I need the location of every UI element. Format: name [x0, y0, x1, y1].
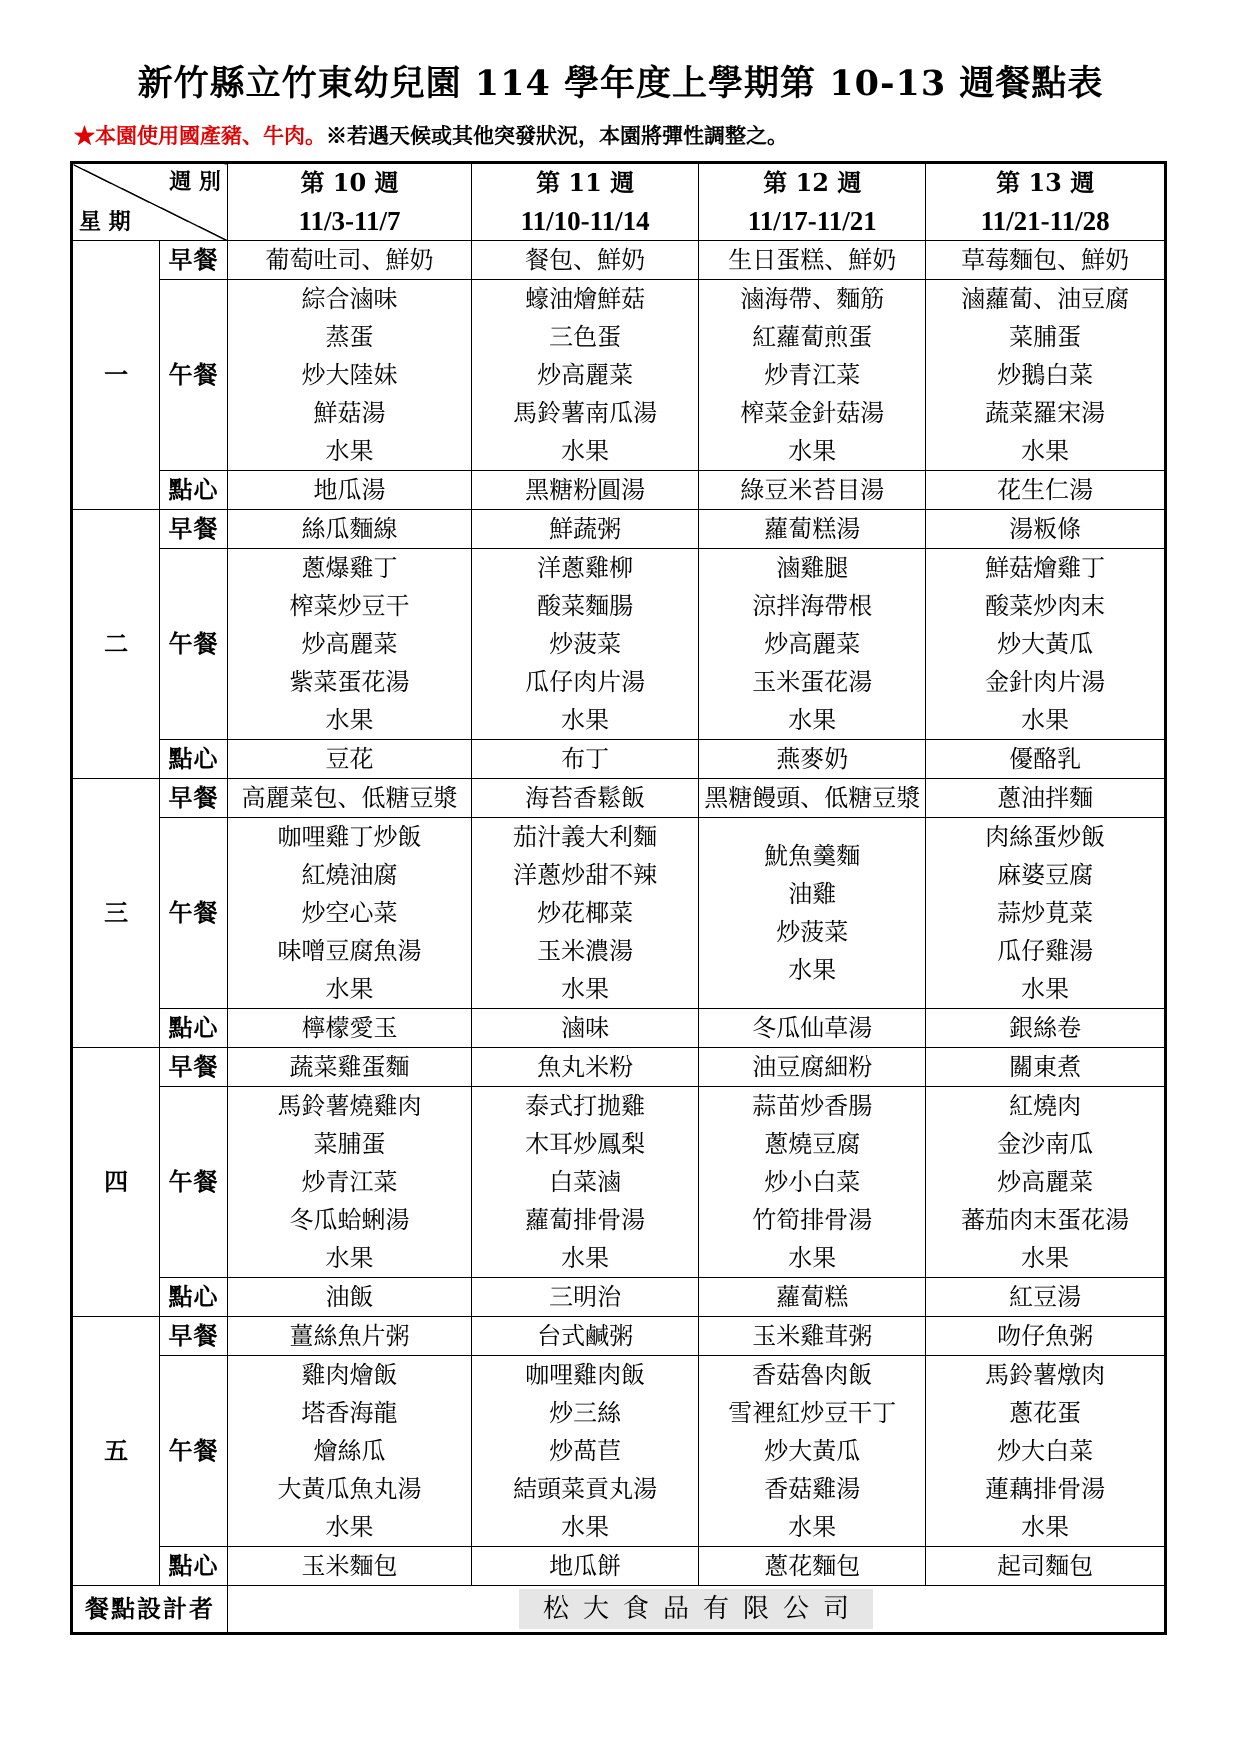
lunch-item: 炒高麗菜	[537, 361, 634, 389]
week-dates: 11/3-11/7	[298, 206, 401, 236]
snack-cell: 三明治	[472, 1278, 699, 1317]
week-name: 第 10 週	[300, 168, 399, 197]
lunch-item: 酸菜麵腸	[537, 592, 634, 620]
meal-label-lunch: 午餐	[160, 280, 228, 471]
lunch-item: 金針肉片湯	[985, 668, 1106, 696]
breakfast-cell: 蔥油拌麵	[926, 779, 1166, 818]
lunch-row	[72, 280, 1166, 471]
lunch-item: 麻婆豆腐	[997, 861, 1094, 889]
breakfast-cell: 鮮蔬粥	[472, 510, 699, 549]
header-row	[72, 163, 1166, 241]
meal-label-breakfast: 早餐	[160, 241, 228, 280]
lunch-item: 炒大黃瓜	[764, 1437, 861, 1465]
snack-cell: 綠豆米苔目湯	[699, 471, 926, 510]
day-label: 五	[72, 1317, 160, 1586]
lunch-item: 魷魚羹麵	[764, 842, 861, 870]
meal-label-lunch: 午餐	[160, 818, 228, 1009]
lunch-cell	[926, 549, 1166, 740]
lunch-cell	[227, 1087, 471, 1278]
snack-cell: 檸檬愛玉	[227, 1009, 471, 1048]
lunch-cell	[699, 280, 926, 471]
lunch-item: 結頭菜貢丸湯	[513, 1475, 658, 1503]
lunch-item: 瓜仔肉片湯	[525, 668, 646, 696]
lunch-cell	[227, 818, 471, 1009]
breakfast-cell: 關東煮	[926, 1048, 1166, 1087]
lunch-row	[72, 1356, 1166, 1547]
lunch-item: 蒜炒莧菜	[997, 899, 1094, 927]
snack-row	[72, 1278, 1166, 1317]
meal-label-breakfast: 早餐	[160, 510, 228, 549]
lunch-item: 馬鈴薯燒雞肉	[277, 1092, 422, 1120]
snack-cell: 銀絲卷	[926, 1009, 1166, 1048]
snack-cell: 黑糖粉圓湯	[472, 471, 699, 510]
lunch-item: 鮮菇燴雞丁	[985, 554, 1106, 582]
snack-row	[72, 1009, 1166, 1048]
lunch-item: 菜脯蛋	[313, 1130, 386, 1158]
lunch-item: 炒鵝白菜	[997, 361, 1094, 389]
lunch-item: 炒大陸妹	[301, 361, 398, 389]
lunch-item: 塔香海龍	[301, 1399, 398, 1427]
week-header	[227, 163, 471, 241]
lunch-item: 炒青江菜	[764, 361, 861, 389]
lunch-item: 榨菜炒豆干	[289, 592, 410, 620]
breakfast-row	[72, 1048, 1166, 1087]
lunch-cell	[926, 818, 1166, 1009]
lunch-item: 咖哩雞丁炒飯	[277, 823, 422, 851]
lunch-item: 涼拌海帶根	[752, 592, 873, 620]
notice-red: ★本園使用國產豬、牛肉。	[74, 123, 326, 148]
lunch-item: 炒高麗菜	[997, 1168, 1094, 1196]
lunch-cell	[472, 280, 699, 471]
lunch-item: 水果	[325, 1513, 374, 1541]
lunch-item: 水果	[788, 1513, 837, 1541]
lunch-item: 竹筍排骨湯	[752, 1206, 873, 1234]
lunch-item: 水果	[788, 437, 837, 465]
lunch-item: 水果	[1021, 1244, 1070, 1272]
snack-cell: 滷味	[472, 1009, 699, 1048]
snack-cell: 紅豆湯	[926, 1278, 1166, 1317]
snack-row	[72, 1547, 1166, 1586]
meal-label-breakfast: 早餐	[160, 1048, 228, 1087]
snack-cell: 蔥花麵包	[699, 1547, 926, 1586]
lunch-item: 馬鈴薯燉肉	[985, 1361, 1106, 1389]
lunch-item: 水果	[325, 975, 374, 1003]
lunch-item: 炒大黃瓜	[997, 630, 1094, 658]
lunch-item: 雪裡紅炒豆干丁	[728, 1399, 897, 1427]
lunch-item: 炒空心菜	[301, 899, 398, 927]
designer-label: 餐點設計者	[72, 1586, 228, 1634]
lunch-item: 綜合滷味	[301, 285, 398, 313]
breakfast-row	[72, 510, 1166, 549]
lunch-cell	[227, 1356, 471, 1547]
lunch-item: 水果	[561, 1244, 610, 1272]
lunch-cell	[472, 818, 699, 1009]
lunch-cell	[472, 1087, 699, 1278]
lunch-item: 泰式打拋雞	[525, 1092, 646, 1120]
snack-cell: 起司麵包	[926, 1547, 1166, 1586]
breakfast-cell: 草莓麵包、鮮奶	[926, 241, 1166, 280]
meal-label-snack: 點心	[160, 1547, 228, 1586]
designer-cell	[227, 1586, 1165, 1634]
lunch-item: 肉絲蛋炒飯	[985, 823, 1106, 851]
lunch-item: 水果	[325, 437, 374, 465]
lunch-item: 鮮菇湯	[313, 399, 386, 427]
day-label: 二	[72, 510, 160, 779]
lunch-cell	[472, 549, 699, 740]
lunch-item: 蔥花蛋	[1009, 1399, 1082, 1427]
breakfast-cell: 薑絲魚片粥	[227, 1317, 471, 1356]
lunch-item: 酸菜炒肉末	[985, 592, 1106, 620]
lunch-item: 大黃瓜魚丸湯	[277, 1475, 422, 1503]
breakfast-cell: 台式鹹粥	[472, 1317, 699, 1356]
snack-cell: 花生仁湯	[926, 471, 1166, 510]
meal-label-snack: 點心	[160, 740, 228, 779]
breakfast-cell: 蘿蔔糕湯	[699, 510, 926, 549]
lunch-cell	[699, 549, 926, 740]
lunch-item: 滷蘿蔔、油豆腐	[961, 285, 1130, 313]
snack-cell: 地瓜餅	[472, 1547, 699, 1586]
lunch-item: 滷雞腿	[776, 554, 849, 582]
snack-cell: 豆花	[227, 740, 471, 779]
breakfast-cell: 高麗菜包、低糖豆漿	[227, 779, 471, 818]
breakfast-cell: 玉米雞茸粥	[699, 1317, 926, 1356]
lunch-item: 蕃茄肉末蛋花湯	[961, 1206, 1130, 1234]
lunch-cell	[699, 818, 926, 1009]
lunch-item: 水果	[788, 1244, 837, 1272]
lunch-cell	[699, 1087, 926, 1278]
lunch-item: 油雞	[788, 880, 837, 908]
lunch-item: 香菇魯肉飯	[752, 1361, 873, 1389]
lunch-item: 三色蛋	[549, 323, 622, 351]
meal-label-snack: 點心	[160, 471, 228, 510]
lunch-item: 水果	[1021, 437, 1070, 465]
lunch-item: 水果	[1021, 975, 1070, 1003]
lunch-item: 洋蔥炒甜不辣	[513, 861, 658, 889]
snack-cell: 蘿蔔糕	[699, 1278, 926, 1317]
lunch-item: 咖哩雞肉飯	[525, 1361, 646, 1389]
snack-cell: 優酪乳	[926, 740, 1166, 779]
lunch-item: 炒高麗菜	[301, 630, 398, 658]
lunch-item: 茄汁義大利麵	[513, 823, 658, 851]
lunch-item: 水果	[788, 956, 837, 984]
lunch-item: 菜脯蛋	[1009, 323, 1082, 351]
week-header-label: 週 別	[169, 169, 221, 195]
footer-row	[72, 1586, 1166, 1634]
lunch-item: 白菜滷	[549, 1168, 622, 1196]
lunch-item: 蒸蛋	[325, 323, 374, 351]
breakfast-row	[72, 779, 1166, 818]
lunch-item: 炒菠菜	[776, 918, 849, 946]
lunch-item: 蔥燒豆腐	[764, 1130, 861, 1158]
week-name: 第 12 週	[763, 168, 862, 197]
lunch-item: 紫菜蛋花湯	[289, 668, 410, 696]
lunch-item: 水果	[325, 1244, 374, 1272]
snack-cell: 燕麥奶	[699, 740, 926, 779]
snack-row	[72, 471, 1166, 510]
meal-label-lunch: 午餐	[160, 549, 228, 740]
menu-table	[70, 161, 1167, 1635]
lunch-item: 炒花椰菜	[537, 899, 634, 927]
breakfast-cell: 餐包、鮮奶	[472, 241, 699, 280]
breakfast-cell: 生日蛋糕、鮮奶	[699, 241, 926, 280]
lunch-item: 水果	[325, 706, 374, 734]
breakfast-cell: 湯粄條	[926, 510, 1166, 549]
breakfast-cell: 蔬菜雞蛋麵	[227, 1048, 471, 1087]
lunch-item: 香菇雞湯	[764, 1475, 861, 1503]
breakfast-cell: 海苔香鬆飯	[472, 779, 699, 818]
day-label: 三	[72, 779, 160, 1048]
week-dates: 11/10-11/14	[520, 206, 650, 236]
lunch-item: 味噌豆腐魚湯	[277, 937, 422, 965]
lunch-item: 紅蘿蔔煎蛋	[752, 323, 873, 351]
lunch-cell	[227, 280, 471, 471]
notice	[74, 120, 788, 150]
lunch-row	[72, 818, 1166, 1009]
meal-label-snack: 點心	[160, 1278, 228, 1317]
lunch-item: 榨菜金針菇湯	[740, 399, 885, 427]
breakfast-cell: 絲瓜麵線	[227, 510, 471, 549]
snack-cell: 玉米麵包	[227, 1547, 471, 1586]
breakfast-cell: 油豆腐細粉	[699, 1048, 926, 1087]
meal-label-breakfast: 早餐	[160, 1317, 228, 1356]
breakfast-cell: 黑糖饅頭、低糖豆漿	[699, 779, 926, 818]
lunch-item: 炒高麗菜	[764, 630, 861, 658]
lunch-item: 冬瓜蛤蜊湯	[289, 1206, 410, 1234]
lunch-item: 滷海帶、麵筋	[740, 285, 885, 313]
header-corner	[72, 163, 228, 241]
lunch-item: 瓜仔雞湯	[997, 937, 1094, 965]
snack-row	[72, 740, 1166, 779]
lunch-item: 玉米濃湯	[537, 937, 634, 965]
lunch-item: 炒青江菜	[301, 1168, 398, 1196]
week-header	[926, 163, 1166, 241]
lunch-item: 炒小白菜	[764, 1168, 861, 1196]
snack-cell: 布丁	[472, 740, 699, 779]
breakfast-row	[72, 1317, 1166, 1356]
lunch-item: 紅燒油腐	[301, 861, 398, 889]
breakfast-row	[72, 241, 1166, 280]
lunch-item: 紅燒肉	[1009, 1092, 1082, 1120]
lunch-item: 炒萵苣	[549, 1437, 622, 1465]
breakfast-cell: 魚丸米粉	[472, 1048, 699, 1087]
meal-label-lunch: 午餐	[160, 1087, 228, 1278]
lunch-cell	[699, 1356, 926, 1547]
day-label: 一	[72, 241, 160, 510]
week-name: 第 11 週	[536, 168, 635, 197]
lunch-item: 蓮藕排骨湯	[985, 1475, 1106, 1503]
breakfast-cell: 吻仔魚粥	[926, 1317, 1166, 1356]
meal-label-lunch: 午餐	[160, 1356, 228, 1547]
notice-text: ※若遇天候或其他突發狀況，本園將彈性調整之。	[326, 123, 788, 148]
lunch-item: 洋蔥雞柳	[537, 554, 634, 582]
snack-cell: 地瓜湯	[227, 471, 471, 510]
lunch-item: 雞肉燴飯	[301, 1361, 398, 1389]
company-name: 松大食品有限公司	[519, 1589, 873, 1629]
lunch-item: 燴絲瓜	[313, 1437, 386, 1465]
lunch-item: 馬鈴薯南瓜湯	[513, 399, 658, 427]
lunch-cell	[926, 1087, 1166, 1278]
meal-label-breakfast: 早餐	[160, 779, 228, 818]
week-dates: 11/17-11/21	[747, 206, 877, 236]
lunch-item: 水果	[561, 437, 610, 465]
lunch-item: 蘿蔔排骨湯	[525, 1206, 646, 1234]
snack-cell: 冬瓜仙草湯	[699, 1009, 926, 1048]
week-header	[699, 163, 926, 241]
lunch-row	[72, 549, 1166, 740]
lunch-item: 金沙南瓜	[997, 1130, 1094, 1158]
lunch-cell	[472, 1356, 699, 1547]
lunch-cell	[926, 1356, 1166, 1547]
lunch-item: 炒大白菜	[997, 1437, 1094, 1465]
week-name: 第 13 週	[996, 168, 1095, 197]
lunch-cell	[926, 280, 1166, 471]
lunch-item: 炒菠菜	[549, 630, 622, 658]
week-header	[472, 163, 699, 241]
lunch-row	[72, 1087, 1166, 1278]
day-header-label: 星 期	[79, 209, 131, 235]
day-label: 四	[72, 1048, 160, 1317]
lunch-item: 水果	[561, 975, 610, 1003]
meal-label-snack: 點心	[160, 1009, 228, 1048]
breakfast-cell: 葡萄吐司、鮮奶	[227, 241, 471, 280]
lunch-item: 水果	[1021, 706, 1070, 734]
snack-cell: 油飯	[227, 1278, 471, 1317]
lunch-item: 水果	[788, 706, 837, 734]
lunch-item: 玉米蛋花湯	[752, 668, 873, 696]
week-dates: 11/21-11/28	[980, 206, 1110, 236]
lunch-item: 水果	[1021, 1513, 1070, 1541]
lunch-item: 蔥爆雞丁	[301, 554, 398, 582]
lunch-item: 水果	[561, 1513, 610, 1541]
lunch-item: 蒜苗炒香腸	[752, 1092, 873, 1120]
lunch-cell	[227, 549, 471, 740]
page-title: 新竹縣立竹東幼兒園 114 學年度上學期第 10-13 週餐點表	[137, 63, 1104, 104]
lunch-item: 炒三絲	[549, 1399, 622, 1427]
lunch-item: 蔬菜羅宋湯	[985, 399, 1106, 427]
lunch-item: 水果	[561, 706, 610, 734]
lunch-item: 木耳炒鳳梨	[525, 1130, 646, 1158]
lunch-item: 蠔油燴鮮菇	[525, 285, 646, 313]
